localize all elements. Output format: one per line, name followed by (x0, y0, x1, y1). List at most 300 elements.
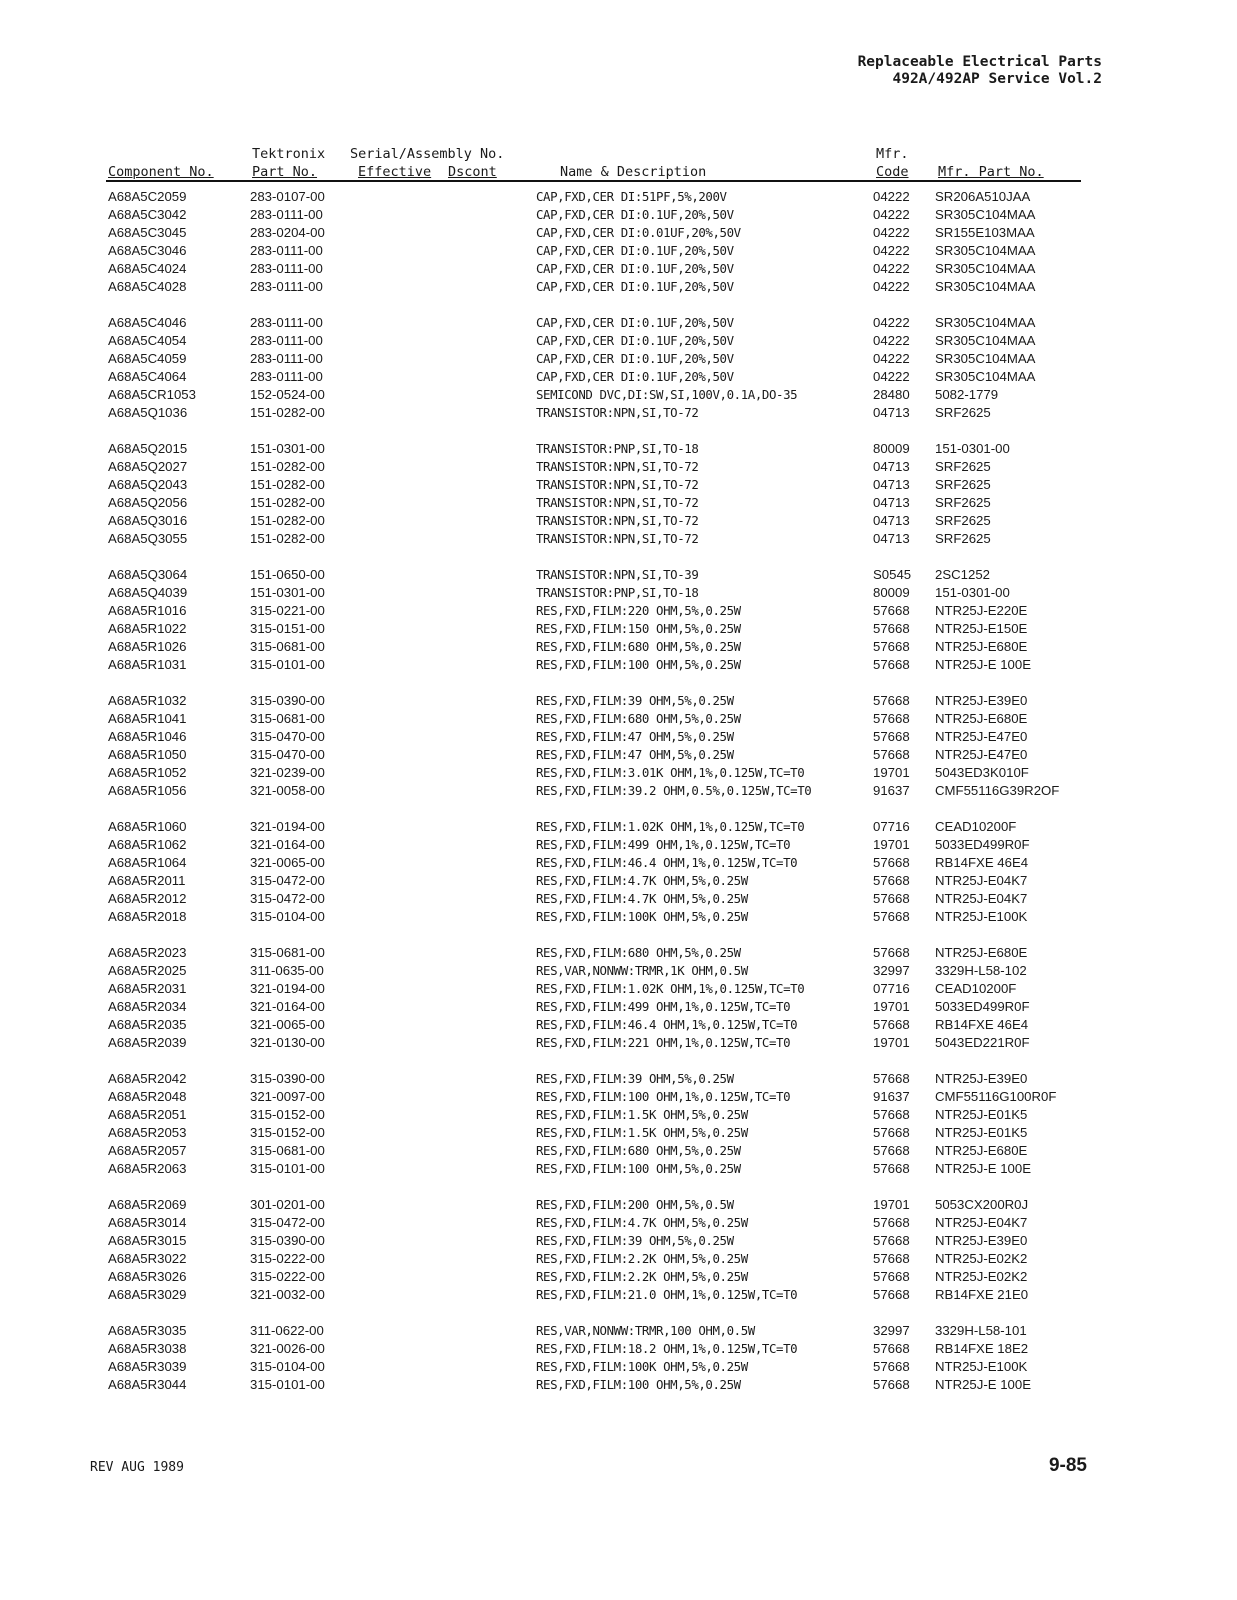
tektronix-part-no-cell: 283-0111-00 (250, 333, 323, 348)
mfr-part-no-cell: 151-0301-00 (935, 441, 1010, 456)
description-cell: RES,FXD,FILM:39 OHM,5%,0.25W (536, 693, 734, 708)
description-cell: SEMICOND DVC,DI:SW,SI,100V,0.1A,DO-35 (536, 387, 798, 402)
tektronix-part-no-cell: 151-0282-00 (250, 477, 325, 492)
mfr-part-no-cell: SRF2625 (935, 477, 991, 492)
component-no-cell: A68A5R2069 (108, 1197, 187, 1212)
mfr-code-cell: 04222 (873, 261, 910, 276)
description-cell: RES,FXD,FILM:680 OHM,5%,0.25W (536, 945, 741, 960)
mfr-code-cell: S0545 (873, 567, 912, 582)
mfr-part-no-cell: CEAD10200F (935, 819, 1017, 834)
component-no-cell: A68A5C4064 (108, 369, 187, 384)
mfr-part-no-cell: 5082-1779 (935, 387, 999, 402)
description-cell: CAP,FXD,CER DI:0.1UF,20%,50V (536, 351, 734, 366)
mfr-code-cell: 57668 (873, 1377, 910, 1392)
description-cell: RES,FXD,FILM:499 OHM,1%,0.125W,TC=T0 (536, 837, 791, 852)
mfr-code-cell: 57668 (873, 1251, 910, 1266)
tektronix-part-no-cell: 283-0107-00 (250, 189, 325, 204)
mfr-code-cell: 32997 (873, 1323, 910, 1338)
mfr-code-cell: 91637 (873, 783, 910, 798)
tektronix-part-no-cell: 315-0470-00 (250, 729, 325, 744)
mfr-part-no-cell: NTR25J-E 100E (935, 1161, 1032, 1176)
tektronix-part-no-cell: 283-0111-00 (250, 261, 323, 276)
mfr-part-no-cell: NTR25J-E100K (935, 909, 1028, 924)
tektronix-part-no-cell: 321-0164-00 (250, 999, 325, 1014)
tektronix-part-no-cell: 283-0111-00 (250, 279, 323, 294)
mfr-code-cell: 04713 (873, 405, 910, 420)
description-cell: CAP,FXD,CER DI:0.1UF,20%,50V (536, 333, 734, 348)
tektronix-part-no-cell: 315-0101-00 (250, 1161, 325, 1176)
mfr-code-cell: 04222 (873, 225, 910, 240)
description-cell: RES,FXD,FILM:46.4 OHM,1%,0.125W,TC=T0 (536, 855, 798, 870)
col-mfr-label: Mfr. (876, 146, 909, 162)
mfr-part-no-cell: RB14FXE 46E4 (935, 1017, 1029, 1032)
mfr-part-no-cell: SRF2625 (935, 531, 991, 546)
component-no-cell: A68A5R2053 (108, 1125, 187, 1140)
mfr-part-no-cell: CMF55116G39R2OF (935, 783, 1060, 798)
component-no-cell: A68A5R1041 (108, 711, 187, 726)
mfr-code-cell: 57668 (873, 729, 910, 744)
page-header (858, 54, 1102, 88)
description-cell: CAP,FXD,CER DI:0.01UF,20%,50V (536, 225, 741, 240)
description-cell: RES,FXD,FILM:680 OHM,5%,0.25W (536, 639, 741, 654)
mfr-code-cell: 57668 (873, 1125, 910, 1140)
tektronix-part-no-cell: 321-0065-00 (250, 855, 325, 870)
mfr-part-no-cell: RB14FXE 18E2 (935, 1341, 1029, 1356)
revision-date: REV AUG 1989 (90, 1460, 184, 1475)
col-effective: Effective (358, 164, 432, 180)
mfr-code-cell: 57668 (873, 1359, 910, 1374)
tektronix-part-no-cell: 321-0239-00 (250, 765, 325, 780)
table-row (0, 782, 1237, 800)
mfr-part-no-cell: SRF2625 (935, 513, 991, 528)
description-cell: TRANSISTOR:NPN,SI,TO-72 (536, 531, 699, 546)
table-row (0, 1124, 1237, 1142)
description-cell: RES,FXD,FILM:3.01K OHM,1%,0.125W,TC=T0 (536, 765, 805, 780)
tektronix-part-no-cell: 315-0472-00 (250, 1215, 325, 1230)
component-no-cell: A68A5R1052 (108, 765, 187, 780)
table-row (0, 1016, 1237, 1034)
header-rule (106, 180, 1081, 182)
table-row (0, 1250, 1237, 1268)
component-no-cell: A68A5C3042 (108, 207, 187, 222)
table-row (0, 728, 1237, 746)
col-component-no: Component No. (108, 164, 214, 180)
tektronix-part-no-cell: 315-0681-00 (250, 639, 325, 654)
table-row (0, 908, 1237, 926)
mfr-part-no-cell: NTR25J-E01K5 (935, 1125, 1028, 1140)
mfr-part-no-cell: NTR25J-E680E (935, 945, 1028, 960)
mfr-code-cell: 57668 (873, 1107, 910, 1122)
mfr-part-no-cell: SR305C104MAA (935, 243, 1036, 258)
tektronix-part-no-cell: 315-0681-00 (250, 945, 325, 960)
mfr-code-cell: 57668 (873, 747, 910, 762)
table-row (0, 746, 1237, 764)
col-tektronix-part-no: Part No. (252, 164, 318, 180)
description-cell: RES,FXD,FILM:499 OHM,1%,0.125W,TC=T0 (536, 999, 791, 1014)
description-cell: TRANSISTOR:NPN,SI,TO-72 (536, 477, 699, 492)
col-tektronix-label: Tektronix (252, 146, 326, 162)
tektronix-part-no-cell: 315-0152-00 (250, 1125, 325, 1140)
mfr-code-cell: 19701 (873, 1197, 910, 1212)
description-cell: TRANSISTOR:PNP,SI,TO-18 (536, 441, 699, 456)
mfr-code-cell: 04713 (873, 495, 910, 510)
description-cell: CAP,FXD,CER DI:0.1UF,20%,50V (536, 207, 734, 222)
tektronix-part-no-cell: 315-0681-00 (250, 711, 325, 726)
tektronix-part-no-cell: 152-0524-00 (250, 387, 325, 402)
mfr-part-no-cell: SR305C104MAA (935, 261, 1036, 276)
tektronix-part-no-cell: 315-0151-00 (250, 621, 325, 636)
table-row (0, 1070, 1237, 1088)
mfr-part-no-cell: NTR25J-E680E (935, 1143, 1028, 1158)
mfr-code-cell: 04222 (873, 189, 910, 204)
col-serial-assembly: Serial/Assembly No. (350, 146, 505, 162)
description-cell: RES,FXD,FILM:18.2 OHM,1%,0.125W,TC=T0 (536, 1341, 798, 1356)
header-subtitle: 492A/492AP Service Vol.2 (892, 71, 1102, 87)
component-no-cell: A68A5C3046 (108, 243, 187, 258)
component-no-cell: A68A5Q2056 (108, 495, 188, 510)
table-row (0, 1268, 1237, 1286)
table-row (0, 1214, 1237, 1232)
tektronix-part-no-cell: 321-0026-00 (250, 1341, 325, 1356)
component-no-cell: A68A5R3015 (108, 1233, 187, 1248)
table-row (0, 944, 1237, 962)
tektronix-part-no-cell: 315-0101-00 (250, 657, 325, 672)
tektronix-part-no-cell: 315-0681-00 (250, 1143, 325, 1158)
mfr-part-no-cell: 5043ED221R0F (935, 1035, 1030, 1050)
mfr-part-no-cell: NTR25J-E47E0 (935, 729, 1028, 744)
tektronix-part-no-cell: 315-0390-00 (250, 1233, 325, 1248)
table-row (0, 818, 1237, 836)
table-row (0, 980, 1237, 998)
description-cell: RES,FXD,FILM:100 OHM,1%,0.125W,TC=T0 (536, 1089, 791, 1104)
component-no-cell: A68A5Q2043 (108, 477, 188, 492)
component-no-cell: A68A5R3026 (108, 1269, 187, 1284)
tektronix-part-no-cell: 315-0472-00 (250, 873, 325, 888)
mfr-code-cell: 04713 (873, 513, 910, 528)
description-cell: RES,VAR,NONWW:TRMR,100 OHM,0.5W (536, 1323, 755, 1338)
tektronix-part-no-cell: 321-0164-00 (250, 837, 325, 852)
table-row (0, 1286, 1237, 1304)
mfr-code-cell: 57668 (873, 1215, 910, 1230)
component-no-cell: A68A5R2012 (108, 891, 187, 906)
mfr-part-no-cell: SR305C104MAA (935, 315, 1036, 330)
mfr-part-no-cell: NTR25J-E100K (935, 1359, 1028, 1374)
description-cell: TRANSISTOR:NPN,SI,TO-72 (536, 513, 699, 528)
mfr-part-no-cell: 2SC1252 (935, 567, 990, 582)
tektronix-part-no-cell: 321-0097-00 (250, 1089, 325, 1104)
mfr-part-no-cell: NTR25J-E 100E (935, 657, 1032, 672)
table-row (0, 620, 1237, 638)
table-row (0, 602, 1237, 620)
mfr-part-no-cell: NTR25J-E39E0 (935, 1071, 1028, 1086)
component-no-cell: A68A5R2035 (108, 1017, 187, 1032)
mfr-part-no-cell: NTR25J-E150E (935, 621, 1028, 636)
col-mfr-part-no: Mfr. Part No. (938, 164, 1044, 180)
description-cell: RES,FXD,FILM:100K OHM,5%,0.25W (536, 909, 748, 924)
table-row (0, 584, 1237, 602)
tektronix-part-no-cell: 315-0101-00 (250, 1377, 325, 1392)
description-cell: RES,FXD,FILM:1.5K OHM,5%,0.25W (536, 1107, 748, 1122)
component-no-cell: A68A5R2063 (108, 1161, 187, 1176)
mfr-part-no-cell: NTR25J-E04K7 (935, 891, 1028, 906)
description-cell: RES,VAR,NONWW:TRMR,1K OHM,0.5W (536, 963, 748, 978)
mfr-code-cell: 57668 (873, 1017, 910, 1032)
tektronix-part-no-cell: 283-0111-00 (250, 243, 323, 258)
mfr-part-no-cell: NTR25J-E01K5 (935, 1107, 1028, 1122)
description-cell: RES,FXD,FILM:100K OHM,5%,0.25W (536, 1359, 748, 1374)
mfr-part-no-cell: 5033ED499R0F (935, 999, 1030, 1014)
component-no-cell: A68A5R2011 (108, 873, 186, 888)
mfr-code-cell: 57668 (873, 909, 910, 924)
description-cell: TRANSISTOR:PNP,SI,TO-18 (536, 585, 699, 600)
table-row (0, 1142, 1237, 1160)
description-cell: RES,FXD,FILM:1.02K OHM,1%,0.125W,TC=T0 (536, 981, 805, 996)
page-number: 9-85 (1048, 1455, 1087, 1476)
table-row (0, 1376, 1237, 1394)
mfr-part-no-cell: 3329H-L58-101 (935, 1323, 1027, 1338)
mfr-code-cell: 04222 (873, 279, 910, 294)
mfr-part-no-cell: SR305C104MAA (935, 207, 1036, 222)
mfr-code-cell: 32997 (873, 963, 910, 978)
mfr-code-cell: 57668 (873, 1287, 910, 1302)
component-no-cell: A68A5Q3064 (108, 567, 188, 582)
mfr-part-no-cell: SR155E103MAA (935, 225, 1035, 240)
mfr-part-no-cell: SR206A510JAA (935, 189, 1031, 204)
mfr-part-no-cell: NTR25J-E680E (935, 639, 1028, 654)
header-title: Replaceable Electrical Parts (857, 54, 1102, 70)
component-no-cell: A68A5R1026 (108, 639, 187, 654)
description-cell: CAP,FXD,CER DI:0.1UF,20%,50V (536, 261, 734, 276)
tektronix-part-no-cell: 283-0111-00 (250, 369, 323, 384)
component-no-cell: A68A5R1016 (108, 603, 187, 618)
col-dscont: Dscont (448, 164, 497, 180)
tektronix-part-no-cell: 151-0301-00 (250, 441, 325, 456)
table-row (0, 314, 1237, 332)
table-row (0, 260, 1237, 278)
table-row (0, 512, 1237, 530)
tektronix-part-no-cell: 151-0282-00 (250, 513, 325, 528)
mfr-code-cell: 57668 (873, 603, 910, 618)
description-cell: RES,FXD,FILM:4.7K OHM,5%,0.25W (536, 891, 748, 906)
mfr-part-no-cell: NTR25J-E39E0 (935, 693, 1028, 708)
mfr-part-no-cell: SRF2625 (935, 495, 991, 510)
tektronix-part-no-cell: 283-0111-00 (250, 351, 323, 366)
component-no-cell: A68A5C3045 (108, 225, 187, 240)
component-no-cell: A68A5R3039 (108, 1359, 187, 1374)
table-row (0, 1340, 1237, 1358)
mfr-code-cell: 28480 (873, 387, 910, 402)
mfr-part-no-cell: NTR25J-E39E0 (935, 1233, 1028, 1248)
component-no-cell: A68A5Q4039 (108, 585, 188, 600)
table-row (0, 710, 1237, 728)
table-row (0, 764, 1237, 782)
mfr-part-no-cell: 5033ED499R0F (935, 837, 1030, 852)
mfr-code-cell: 04222 (873, 243, 910, 258)
component-no-cell: A68A5Q2027 (108, 459, 188, 474)
mfr-part-no-cell: NTR25J-E47E0 (935, 747, 1028, 762)
mfr-code-cell: 19701 (873, 837, 910, 852)
tektronix-part-no-cell: 315-0390-00 (250, 693, 325, 708)
mfr-part-no-cell: SR305C104MAA (935, 351, 1036, 366)
tektronix-part-no-cell: 315-0472-00 (250, 891, 325, 906)
mfr-code-cell: 19701 (873, 1035, 910, 1050)
component-no-cell: A68A5R1031 (108, 657, 187, 672)
mfr-part-no-cell: SR305C104MAA (935, 369, 1036, 384)
mfr-code-cell: 80009 (873, 585, 910, 600)
component-no-cell: A68A5C4054 (108, 333, 187, 348)
mfr-part-no-cell: NTR25J-E680E (935, 711, 1028, 726)
mfr-code-cell: 57668 (873, 873, 910, 888)
description-cell: TRANSISTOR:NPN,SI,TO-39 (536, 567, 699, 582)
tektronix-part-no-cell: 321-0058-00 (250, 783, 325, 798)
table-row (0, 962, 1237, 980)
table-row (0, 206, 1237, 224)
component-no-cell: A68A5C2059 (108, 189, 187, 204)
component-no-cell: A68A5R1062 (108, 837, 187, 852)
table-row (0, 1196, 1237, 1214)
table-row (0, 1034, 1237, 1052)
table-row (0, 890, 1237, 908)
table-row (0, 1322, 1237, 1340)
table-row (0, 404, 1237, 422)
tektronix-part-no-cell: 321-0194-00 (250, 981, 325, 996)
mfr-part-no-cell: 3329H-L58-102 (935, 963, 1027, 978)
mfr-code-cell: 57668 (873, 891, 910, 906)
component-no-cell: A68A5C4024 (108, 261, 187, 276)
description-cell: RES,FXD,FILM:680 OHM,5%,0.25W (536, 711, 741, 726)
mfr-part-no-cell: 151-0301-00 (935, 585, 1010, 600)
mfr-code-cell: 04713 (873, 477, 910, 492)
tektronix-part-no-cell: 321-0194-00 (250, 819, 325, 834)
column-headers (0, 146, 1237, 182)
table-row (0, 458, 1237, 476)
description-cell: RES,FXD,FILM:47 OHM,5%,0.25W (536, 747, 734, 762)
component-no-cell: A68A5Q2015 (108, 441, 188, 456)
description-cell: RES,FXD,FILM:4.7K OHM,5%,0.25W (536, 1215, 748, 1230)
description-cell: RES,FXD,FILM:100 OHM,5%,0.25W (536, 1161, 741, 1176)
component-no-cell: A68A5R2039 (108, 1035, 187, 1050)
mfr-code-cell: 04222 (873, 207, 910, 222)
component-no-cell: A68A5R1064 (108, 855, 187, 870)
tektronix-part-no-cell: 315-0222-00 (250, 1251, 325, 1266)
mfr-part-no-cell: SRF2625 (935, 459, 991, 474)
component-no-cell: A68A5R1046 (108, 729, 187, 744)
tektronix-part-no-cell: 315-0221-00 (250, 603, 325, 618)
description-cell: RES,FXD,FILM:2.2K OHM,5%,0.25W (536, 1251, 748, 1266)
table-row (0, 278, 1237, 296)
table-row (0, 188, 1237, 206)
tektronix-part-no-cell: 315-0470-00 (250, 747, 325, 762)
description-cell: RES,FXD,FILM:21.0 OHM,1%,0.125W,TC=T0 (536, 1287, 798, 1302)
tektronix-part-no-cell: 151-0301-00 (250, 585, 325, 600)
component-no-cell: A68A5R2034 (108, 999, 187, 1014)
description-cell: TRANSISTOR:NPN,SI,TO-72 (536, 495, 699, 510)
mfr-code-cell: 91637 (873, 1089, 910, 1104)
table-row (0, 1106, 1237, 1124)
tektronix-part-no-cell: 283-0111-00 (250, 207, 323, 222)
mfr-part-no-cell: SR305C104MAA (935, 279, 1036, 294)
table-row (0, 242, 1237, 260)
mfr-code-cell: 57668 (873, 693, 910, 708)
table-row (0, 1358, 1237, 1376)
component-no-cell: A68A5Q1036 (108, 405, 188, 420)
component-no-cell: A68A5R2025 (108, 963, 187, 978)
table-row (0, 836, 1237, 854)
tektronix-part-no-cell: 315-0222-00 (250, 1269, 325, 1284)
component-no-cell: A68A5R1056 (108, 783, 187, 798)
component-no-cell: A68A5R1050 (108, 747, 187, 762)
col-name-description: Name & Description (560, 164, 707, 180)
component-no-cell: A68A5C4046 (108, 315, 187, 330)
description-cell: CAP,FXD,CER DI:51PF,5%,200V (536, 189, 727, 204)
description-cell: RES,FXD,FILM:150 OHM,5%,0.25W (536, 621, 741, 636)
description-cell: RES,FXD,FILM:200 OHM,5%,0.5W (536, 1197, 734, 1212)
mfr-code-cell: 57668 (873, 1071, 910, 1086)
tektronix-part-no-cell: 151-0282-00 (250, 531, 325, 546)
mfr-part-no-cell: NTR25J-E02K2 (935, 1251, 1028, 1266)
tektronix-part-no-cell: 321-0032-00 (250, 1287, 325, 1302)
tektronix-part-no-cell: 315-0104-00 (250, 909, 325, 924)
table-row (0, 440, 1237, 458)
mfr-code-cell: 57668 (873, 1269, 910, 1284)
mfr-part-no-cell: SRF2625 (935, 405, 991, 420)
component-no-cell: A68A5R3029 (108, 1287, 187, 1302)
mfr-part-no-cell: CMF55116G100R0F (935, 1089, 1057, 1104)
component-no-cell: A68A5R1060 (108, 819, 187, 834)
component-no-cell: A68A5R2042 (108, 1071, 187, 1086)
description-cell: RES,FXD,FILM:39 OHM,5%,0.25W (536, 1233, 734, 1248)
component-no-cell: A68A5R2057 (108, 1143, 187, 1158)
description-cell: RES,FXD,FILM:39 OHM,5%,0.25W (536, 1071, 734, 1086)
mfr-code-cell: 57668 (873, 711, 910, 726)
table-row (0, 998, 1237, 1016)
table-row (0, 332, 1237, 350)
mfr-code-cell: 80009 (873, 441, 910, 456)
description-cell: RES,FXD,FILM:4.7K OHM,5%,0.25W (536, 873, 748, 888)
table-row (0, 872, 1237, 890)
component-no-cell: A68A5R1022 (108, 621, 187, 636)
mfr-part-no-cell: NTR25J-E 100E (935, 1377, 1032, 1392)
tektronix-part-no-cell: 151-0282-00 (250, 405, 325, 420)
mfr-code-cell: 19701 (873, 999, 910, 1014)
tektronix-part-no-cell: 321-0130-00 (250, 1035, 325, 1050)
description-cell: CAP,FXD,CER DI:0.1UF,20%,50V (536, 243, 734, 258)
description-cell: TRANSISTOR:NPN,SI,TO-72 (536, 459, 699, 474)
table-row (0, 530, 1237, 548)
mfr-code-cell: 57668 (873, 1233, 910, 1248)
table-row (0, 1160, 1237, 1178)
mfr-part-no-cell: NTR25J-E02K2 (935, 1269, 1028, 1284)
table-row (0, 224, 1237, 242)
table-row (0, 350, 1237, 368)
description-cell: CAP,FXD,CER DI:0.1UF,20%,50V (536, 315, 734, 330)
description-cell: CAP,FXD,CER DI:0.1UF,20%,50V (536, 369, 734, 384)
description-cell: RES,FXD,FILM:2.2K OHM,5%,0.25W (536, 1269, 748, 1284)
mfr-part-no-cell: CEAD10200F (935, 981, 1017, 996)
mfr-code-cell: 04222 (873, 333, 910, 348)
tektronix-part-no-cell: 283-0111-00 (250, 315, 323, 330)
mfr-part-no-cell: 5043ED3K010F (935, 765, 1029, 780)
description-cell: RES,FXD,FILM:220 OHM,5%,0.25W (536, 603, 741, 618)
table-row (0, 692, 1237, 710)
component-no-cell: A68A5CR1053 (108, 387, 196, 402)
table-row (0, 566, 1237, 584)
tektronix-part-no-cell: 301-0201-00 (250, 1197, 325, 1212)
component-no-cell: A68A5R1032 (108, 693, 187, 708)
description-cell: CAP,FXD,CER DI:0.1UF,20%,50V (536, 279, 734, 294)
mfr-code-cell: 19701 (873, 765, 910, 780)
mfr-code-cell: 07716 (873, 981, 910, 996)
